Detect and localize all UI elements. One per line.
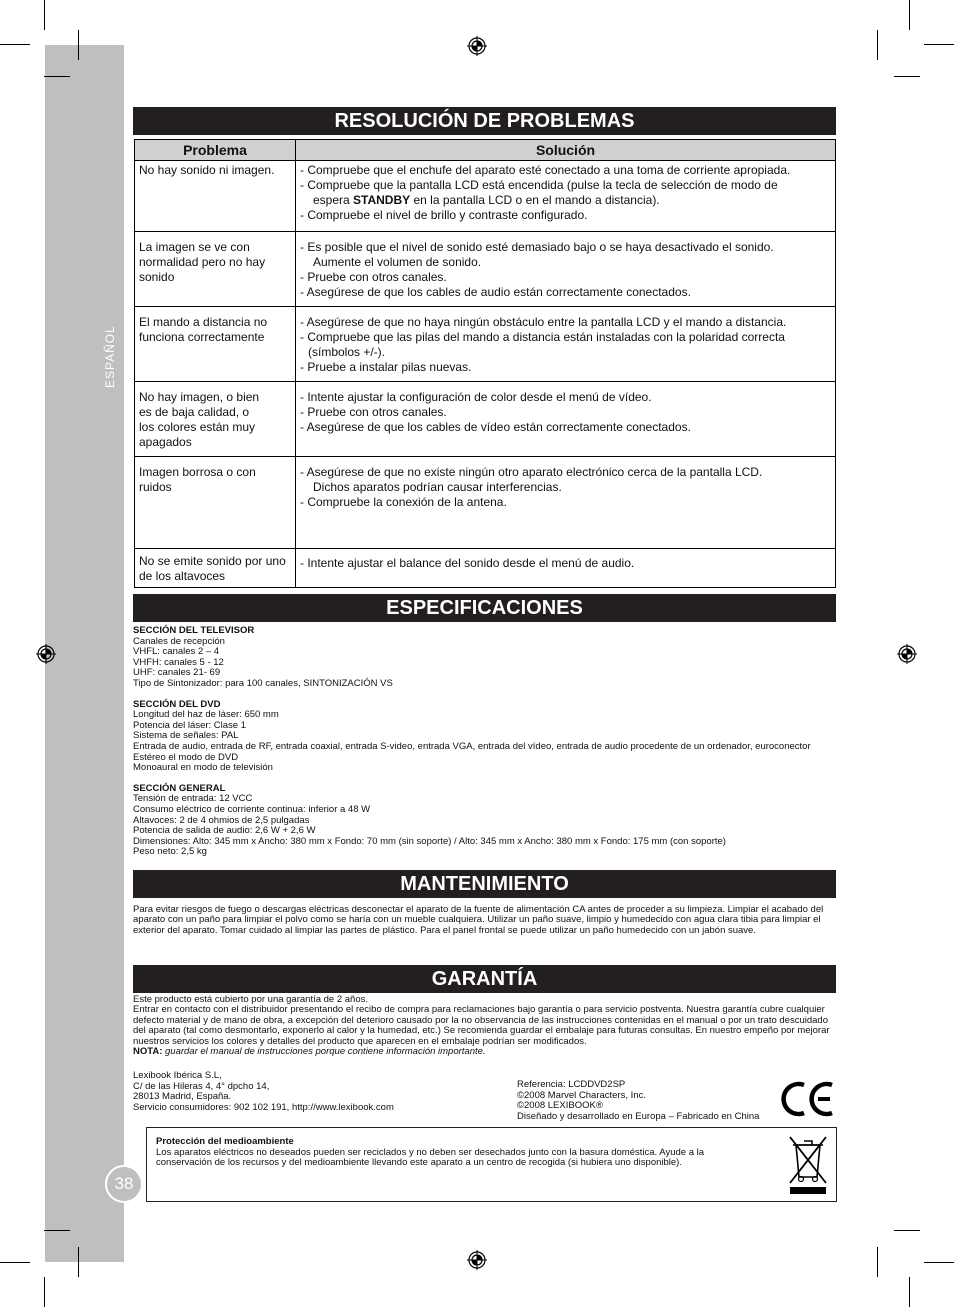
crop-mark xyxy=(44,1277,45,1307)
product-reference: Referencia: LCDDVD2SP ©2008 Marvel Characters, Inc. ©2008 LEXIBOOK® Diseñado y desarrollado en Europa – Fabricado en China xyxy=(517,1079,760,1122)
troubleshooting-title: RESOLUCIÓN DE PROBLEMAS xyxy=(133,107,836,135)
environment-box xyxy=(146,1127,837,1202)
solution-cell: - Intente ajustar el balance del sonido desde el menú de audio. xyxy=(296,549,836,588)
warranty-body: Este producto está cubierto por una garantía de 2 años. Entrar en contacto con el distribuidor presentando el recibo de compra para reclamaciones bajo garantía o para servicio postventa. Nuestra garantía cubre cualquier defecto material y de mano de obra, a excepción del deterioro causado por la no observancia de las instrucciones contenidas en el manual o por un trato descuidado del aparato (tal como desmontarlo, exponerlo al calor y la humedad, etc.) Se recomienda guardar el embalaje para futuras consultas. En nuestro empeño por mejorar nuestros servicios los colores y detalles del producto que aparecen en el embalaje podrían ser modificados. NOTA: guardar el manual de instrucciones porque contiene información importante. xyxy=(133,994,830,1058)
specifications-body: SECCIÓN DEL TELEVISOR Canales de recepción VHFL: canales 2 – 4 VHFH: canales 5 - 12 UHF: canales 21- 69 Tipo de Sintonizador: para 100 canales, SINTONIZACIÓN VS SECCIÓN DEL DVD Longitud del haz de láser: 650 mm Potencia del láser: Clase 1 Sistema de señales: PAL Entrada de audio, entrada de RF, entrada coaxial, entrada S-video, entrada VGA, entrada del vídeo, entrada de audio procedente de un ordenador, euroconector Estéreo el modo de DVD Monoaural en modo de televisión SECCIÓN GENERAL Tensión de entrada: 12 VCC Consumo eléctrico de corriente continua: inferior a 48 W Altavoces: 2 de 4 ohmios de 2,5 pulgadas Potencia de salida de audio: 2,6 W + 2,6 W Dimensiones: Alto: 345 mm x Ancho: 380 mm x Fondo: 70 mm (sin soporte) / Alto: 345 mm x Ancho: 380 mm x Fondo: 175 mm (con soporte) Peso neto: 2,5 kg xyxy=(133,625,811,858)
table-header-row xyxy=(135,140,836,161)
language-label: ESPAÑOL xyxy=(103,325,117,388)
maintenance-title: MANTENIMIENTO xyxy=(133,870,836,898)
troubleshooting-table xyxy=(134,139,836,588)
table-row xyxy=(135,549,836,588)
table-row xyxy=(135,382,836,457)
solution-cell: - Asegúrese de que no existe ningún otro aparato electrónico cerca de la pantalla LCD. Dichos aparatos podrían causar interferencias. - Compruebe la conexión de la antena. xyxy=(296,457,836,549)
solution-cell: - Asegúrese de que no haya ningún obstáculo entre la pantalla LCD y el mando a distancia. - Compruebe que las pilas del mando a distancia están instaladas con la polaridad correcta (símbolos +/-). - Pruebe a instalar pilas nuevas. xyxy=(296,307,836,382)
crop-mark xyxy=(894,1230,920,1231)
registration-mark-icon xyxy=(467,1250,487,1270)
table-row xyxy=(135,307,836,382)
problem-cell: El mando a distancia no funciona correctamente xyxy=(135,307,296,382)
general-section-heading: SECCIÓN GENERAL xyxy=(133,782,226,794)
tv-section-heading: SECCIÓN DEL TELEVISOR xyxy=(133,625,255,636)
crop-mark xyxy=(44,1230,70,1231)
problem-cell: No hay imagen, o bien es de baja calidad, o los colores están muy apagados xyxy=(135,382,296,457)
problem-column-header: Problema xyxy=(135,140,296,161)
solution-cell: - Intente ajustar la configuración de color desde el menú de vídeo. - Pruebe con otros canales. - Asegúrese de que los cables de vídeo están correctamente conectados. xyxy=(296,382,836,457)
solution-cell: - Compruebe que el enchufe del aparato esté conectado a una toma de corriente apropiada. - Compruebe que la pantalla LCD está encendida (pulse la tecla de selección de modo de espera STANDBY en la pantalla LCD o en el mando a distancia). - Compruebe el nivel de brillo y contraste configurado. xyxy=(296,161,836,232)
warranty-title: GARANTÍA xyxy=(133,965,836,993)
registration-mark-icon xyxy=(897,644,917,664)
crop-mark xyxy=(924,44,954,45)
specifications-title: ESPECIFICACIONES xyxy=(133,594,836,622)
crop-mark xyxy=(909,0,910,30)
solution-column-header: Solución xyxy=(296,140,836,161)
crop-mark xyxy=(877,30,878,60)
table-row xyxy=(135,457,836,549)
registration-mark-icon xyxy=(36,644,56,664)
crossed-bin-icon xyxy=(787,1133,829,1195)
solution-cell: - Es posible que el nivel de sonido esté demasiado bajo o se haya desactivado el sonido. Aumente el volumen de sonido. - Pruebe con otros canales. - Asegúrese de que los cables de audio están correctamente conectados. xyxy=(296,232,836,307)
registration-mark-icon xyxy=(467,36,487,56)
crop-mark xyxy=(44,0,45,30)
environment-text: Los aparatos eléctricos no deseados pueden ser reciclados y no deben ser desechados junto con la basura doméstica. Ayude a la conservación de los recursos y del medioambiente llevando este aparato a un centro de recogida (si hubiera uno disponible). xyxy=(156,1146,705,1169)
problem-cell: La imagen se ve con normalidad pero no hay sonido xyxy=(135,232,296,307)
crop-mark xyxy=(0,44,30,45)
page-number: 38 xyxy=(105,1165,143,1203)
crop-mark xyxy=(44,76,70,77)
problem-cell: No hay sonido ni imagen. xyxy=(135,161,296,232)
dvd-section-heading: SECCIÓN DEL DVD xyxy=(133,698,221,710)
ce-mark-icon xyxy=(781,1080,835,1118)
crop-mark xyxy=(78,1247,79,1277)
crop-mark xyxy=(78,30,79,60)
sidebar xyxy=(45,45,124,1262)
environment-heading: Protección del medioambiente xyxy=(156,1136,294,1147)
table-row xyxy=(135,161,836,232)
crop-mark xyxy=(877,1247,878,1277)
crop-mark xyxy=(909,1277,910,1307)
problem-cell: Imagen borrosa o con ruidos xyxy=(135,457,296,549)
table-row xyxy=(135,232,836,307)
problem-cell: No se emite sonido por uno de los altavoces xyxy=(135,549,296,588)
crop-mark xyxy=(924,1262,954,1263)
maintenance-text: Para evitar riesgos de fuego o descargas eléctricas desconectar el aparato de la fuente de alimentación CA antes de proceder a su limpieza. Limpiar el acabado del aparato con un paño para limpiar el polvo como se haría con un mueble cualquiera. Utilizar un paño suave, limpio y humedecido con agua clara tibia para limpiar el exterior del aparato. Tomar cuidado al limpiar las partes de plástico. Para el panel frontal se puede utilizar un paño humedecido con un jabón suave. xyxy=(133,904,824,936)
crop-mark xyxy=(0,1262,30,1263)
company-address: Lexibook Ibérica S.L, C/ de las Hileras 4, 4° dpcho 14, 28013 Madrid, España. Servicio consumidores: 902 102 191, http://www.lexibook.com xyxy=(133,1070,394,1113)
crop-mark xyxy=(894,76,920,77)
